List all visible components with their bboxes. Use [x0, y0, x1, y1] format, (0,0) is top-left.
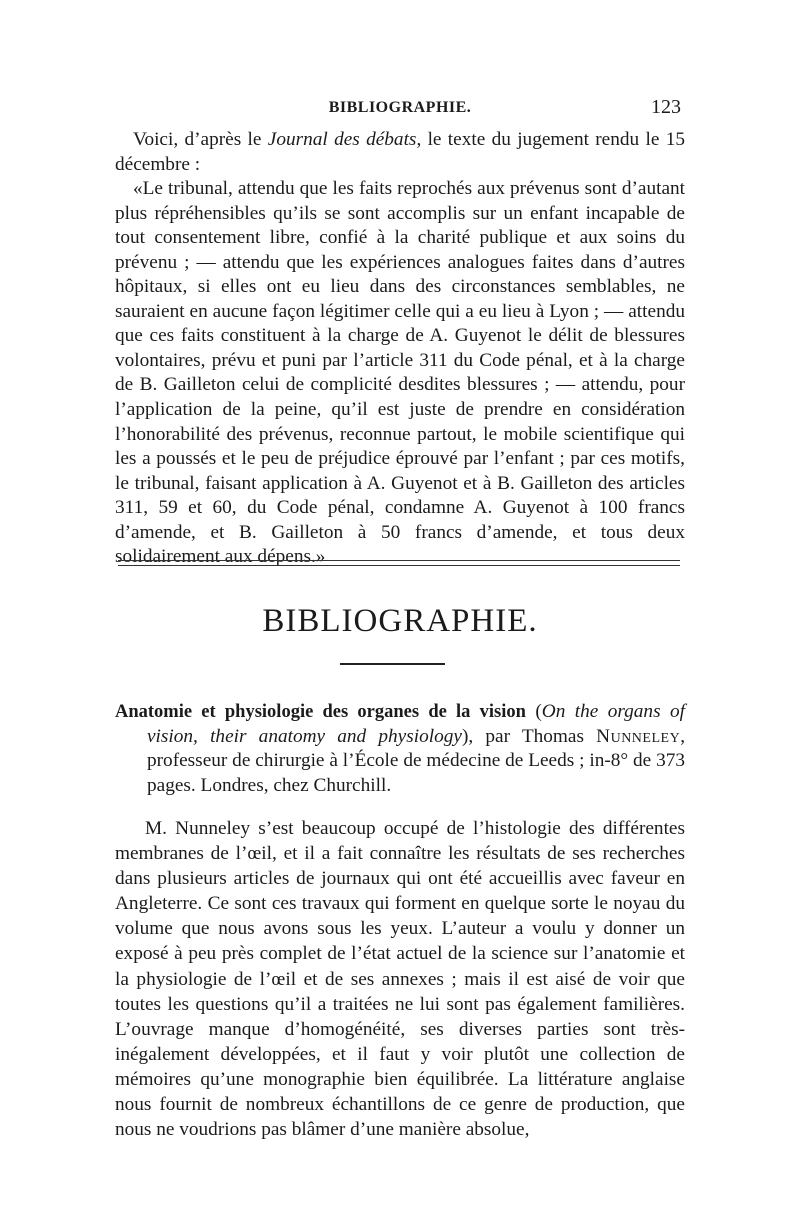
- intro-before: Voici, d’après le: [133, 129, 268, 150]
- english-title: On the organs of vision, their anatomy and physiology: [147, 701, 685, 747]
- section-heading: BIBLIOGRAPHIE.: [262, 603, 538, 639]
- running-head: [115, 96, 685, 120]
- heading-rule: [340, 663, 445, 665]
- journal-title: Journal des débats: [267, 129, 417, 150]
- running-head-title: BIBLIOGRAPHIE.: [328, 99, 472, 116]
- review-body: [115, 816, 685, 1142]
- review-paragraph: M. Nunneley s’est beaucoup occupé de l’histologie des différentes membranes de l’œil, et il a fait connaître les résultats de ses recherches dans plusieurs articles de journaux qui ont été accueillis avec faveur en Angleterre. Ce sont ces travaux qui forment en quelque sorte le noyau du volume que nous avons sous les yeux. L’auteur a voulu y donner un exposé à peu près complet de l’état actuel de la science sur l’anatomie et la physiologie de l’œil et de ses annexes ; mais il est aisé de voir que toutes les questions qu’il a traitées ne lui sont pas également familières. L’ouvrage manque d’homogénéité, ses diverses parties sont très-inégalement développées, et il faut y voir plutôt une collection de mémoires qu’une monographie bien équilibrée. La littérature anglaise nous fournit de nombreux échantillons de ce genre de production, que nous ne voudrions pas blâmer d’une manière absolue,: [115, 818, 685, 1141]
- intro-paragraph: [115, 128, 685, 177]
- review-details: , professeur de chirurgie à l’École de médecine de Leeds ; in-8° de 373 pages. Londres, chez Churchill.: [147, 725, 686, 796]
- judgment-text: [115, 128, 685, 570]
- review-entry: [115, 700, 685, 798]
- author-name: Nunneley: [596, 725, 681, 747]
- paren-close: ), par Thomas: [461, 725, 597, 747]
- intro-after: , le texte du jugement rendu le 15 décembre :: [115, 129, 685, 175]
- paren-open: (: [525, 701, 542, 722]
- page-number: 123: [651, 96, 681, 118]
- section-divider: [118, 560, 680, 566]
- review-title: Anatomie et physiologie des organes de la vision: [115, 702, 526, 722]
- judgment-paragraph: «Le tribunal, attendu que les faits reprochés aux prévenus sont d’autant plus répréhensibles qu’ils se sont accomplis sur un enfant incapable de tout consentement libre, confié à la charité publique et aux soins du prévenu ; — attendu que les expériences analogues faites dans d’autres hôpitaux, si elles ont eu lieu dans des circonstances semblables, ne sauraient en aucune façon légitimer celle qui a eu lieu à Lyon ; — attendu que ces faits constituent à la charge de A. Guyenot le délit de blessures volontaires, prévu et puni par l’article 311 du Code pénal, et à la charge de B. Gailleton celui de complicité desdites blessures ; — attendu, pour l’application de la peine, qu’il est juste de prendre en considération l’honorabilité des prévenus, reconnue partout, le mobile scientifique qui les a poussés et le peu de préjudice éprouvé par l’enfant ; par ces motifs, le tribunal, faisant application à A. Guyenot et à B. Gailleton des articles 311, 59 et 60, du Code pénal, condamne A. Guyenot à 100 francs d’amende, et B. Gailleton à 50 francs d’amende, et tous deux solidairement aux dépens.»: [115, 178, 685, 568]
